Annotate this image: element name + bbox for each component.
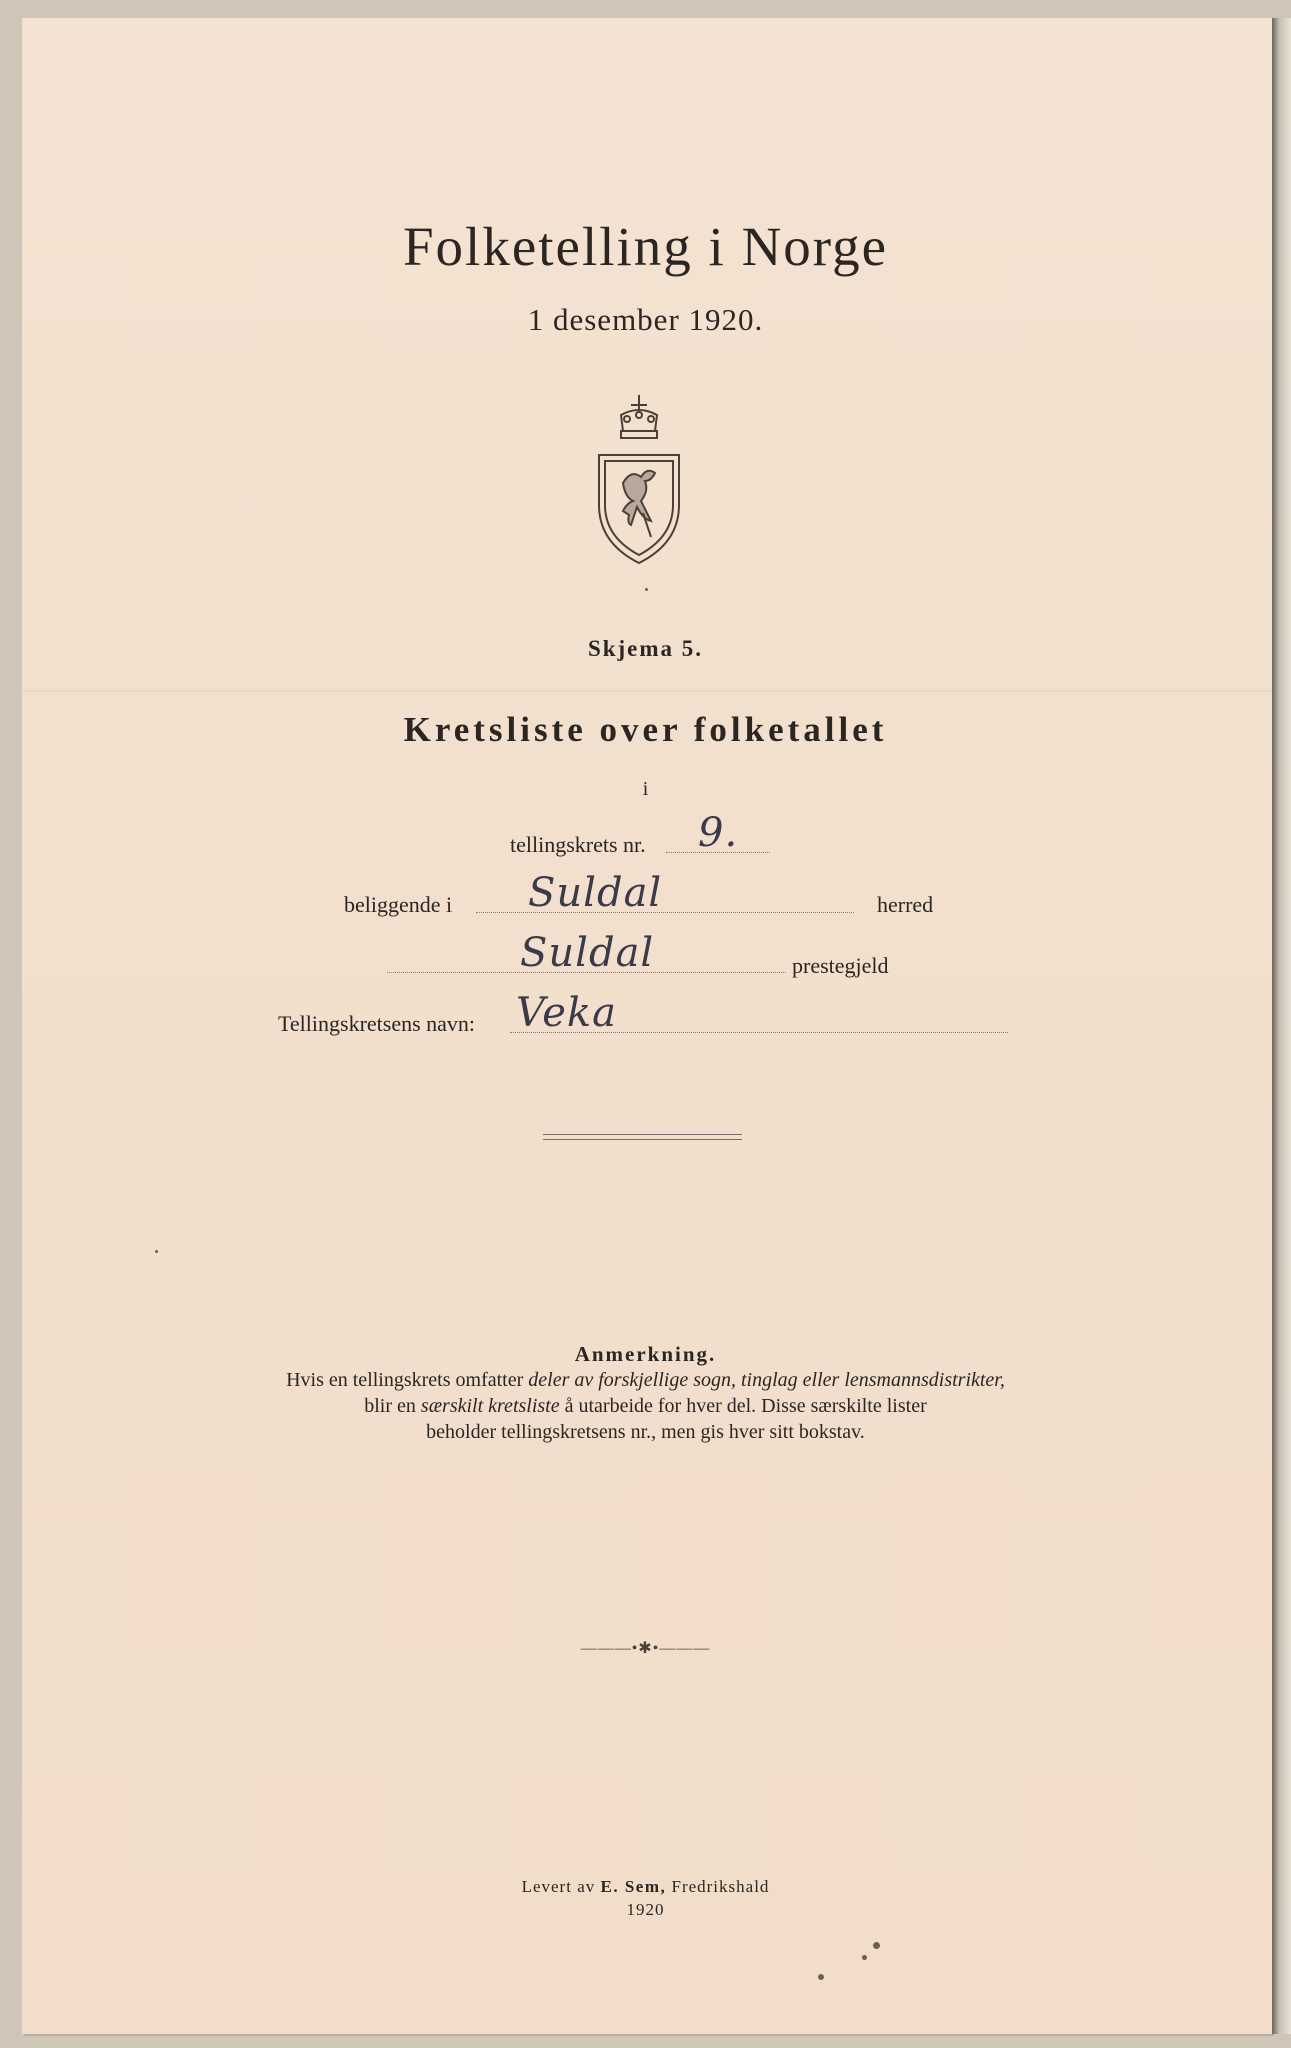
norway-coat-of-arms-icon [593,393,685,565]
krets-name-label: Tellingskretsens navn: [278,1011,476,1036]
ink-dot [873,1942,880,1949]
prestegjeld-value: Suldal [520,930,655,976]
printer-year: 1920 [626,1900,665,1919]
printer-prefix: Levert av [521,1877,601,1896]
note-text: Hvis en tellingskrets omfatter [286,1369,529,1391]
divider-rule [543,1139,742,1140]
beliggende-label: beliggende i [344,892,453,917]
note-emphasis: deler av forskjellige sogn, tinglag eller lensmannsdistrikter, [528,1369,1005,1391]
ornament-divider: ———•✱•——— [580,1640,711,1657]
form-heading: Kretsliste over folketallet [403,710,888,749]
divider-rule [543,1134,742,1135]
prestegjeld-label: prestegjeld [792,953,889,978]
note-text: blir en [364,1395,421,1417]
krets-name-value: Veka [516,990,617,1036]
connector-word: i [642,778,649,800]
note-emphasis: særskilt kretsliste [420,1395,560,1417]
document-title: Folketelling i Norge [402,216,889,277]
printer-name: E. Sem, [600,1877,667,1896]
printer-line [0,1875,1291,1898]
ink-dot [155,1250,158,1253]
note-heading: Anmerkning. [574,1342,717,1366]
census-date: 1 desember 1920. [527,302,764,337]
note-text: å utarbeide for hver del. Disse særskilte lister [559,1395,927,1417]
note-line-1 [0,1367,1291,1393]
ink-dot [862,1955,867,1960]
page-fold [22,690,1272,692]
herred-value: Suldal [528,870,663,916]
printer-credit [0,1875,1291,1921]
printer-place: Fredrikshald [666,1877,770,1896]
ink-dot [818,1974,824,1980]
krets-number-value: 9. [698,810,739,856]
herred-label: herred [877,892,934,917]
krets-label: tellingskrets nr. [510,832,646,857]
note-line-2 [0,1393,1291,1419]
schema-number: Skjema 5. [587,636,704,661]
note-line-3: beholder tellingskretsens nr., men gis hver sitt bokstav. [426,1421,865,1443]
ink-dot [645,588,648,591]
